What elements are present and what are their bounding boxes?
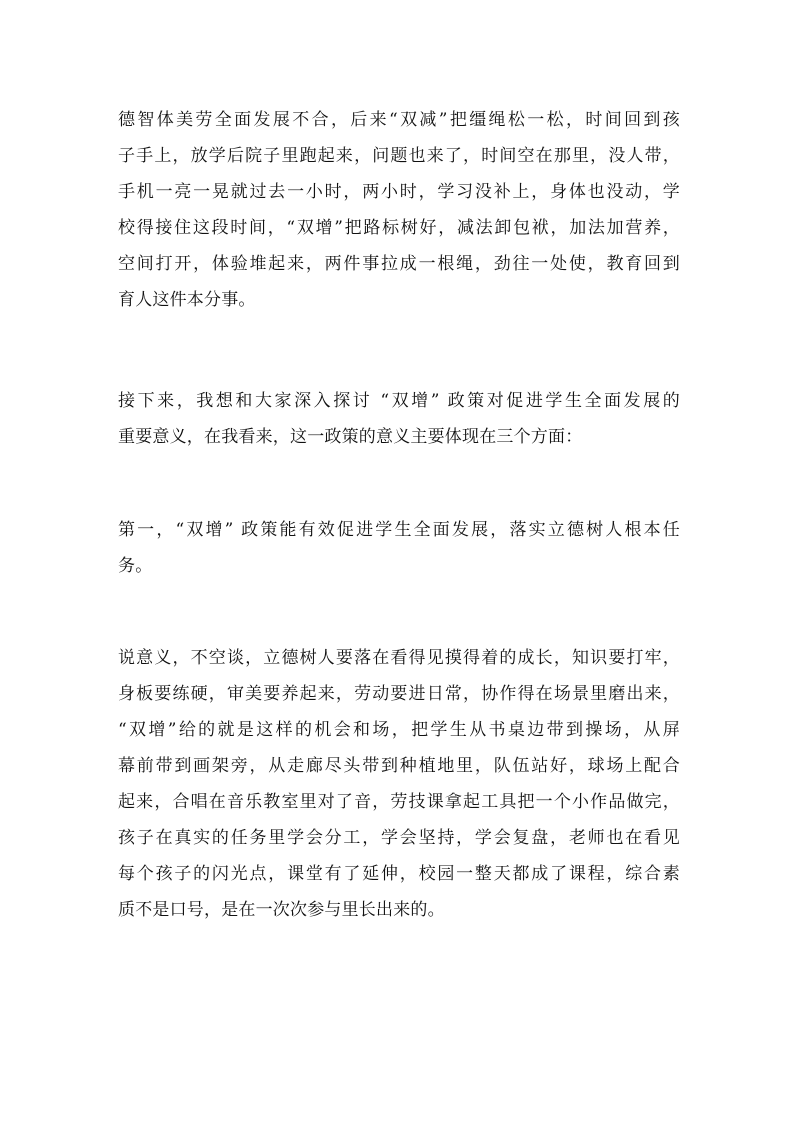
- text-line: 空间打开，体验堆起来，两件事拉成一根绳，劲往一处使，教育回到: [118, 254, 680, 274]
- paragraph-significance: [118, 640, 680, 928]
- text-line: 说意义，不空谈，立德树人要落在看得见摸得着的成长，知识要打牢，: [118, 648, 680, 668]
- paragraph-first-point: [118, 512, 680, 584]
- text-line: 每个孩子的闪光点，课堂有了延伸，校园一整天都成了课程，综合素: [118, 864, 680, 884]
- text-line: 育人这件本分事。: [118, 290, 256, 310]
- text-line: 第一，“双增” 政策能有效促进学生全面发展，落实立德树人根本任: [118, 520, 680, 540]
- text-line: 重要意义，在我看来，这一政策的意义主要体现在三个方面：: [118, 427, 583, 447]
- text-line: 德智体美劳全面发展不合，后来“双减”把缰绳松一松，时间回到孩: [118, 110, 680, 130]
- text-line: 务。: [118, 556, 153, 576]
- text-line: 校得接住这段时间，“双增”把路标树好，减法卸包袱，加法加营养，: [118, 218, 680, 238]
- text-line: 幕前带到画架旁，从走廊尽头带到种植地里，队伍站好，球场上配合: [118, 756, 680, 776]
- text-line: 接下来，我想和大家深入探讨 “双增” 政策对促进学生全面发展的: [118, 391, 680, 411]
- text-line: 孩子在真实的任务里学会分工，学会坚持，学会复盘，老师也在看见: [118, 828, 680, 848]
- text-line: 质不是口号，是在一次次参与里长出来的。: [118, 900, 445, 920]
- text-line: 子手上，放学后院子里跑起来，问题也来了，时间空在那里，没人带，: [118, 146, 680, 166]
- paragraph-double-reduction-context: [118, 102, 680, 318]
- text-line: “双增”给的就是这样的机会和场，把学生从书桌边带到操场，从屏: [118, 720, 680, 740]
- text-line: 手机一亮一晃就过去一小时，两小时，学习没补上，身体也没动，学: [118, 182, 680, 202]
- text-line: 起来，合唱在音乐教室里对了音，劳技课拿起工具把一个小作品做完，: [118, 792, 680, 812]
- text-line: 身板要练硬，审美要养起来，劳动要进日常，协作得在场景里磨出来，: [118, 684, 680, 704]
- paragraph-introduction: [118, 383, 680, 455]
